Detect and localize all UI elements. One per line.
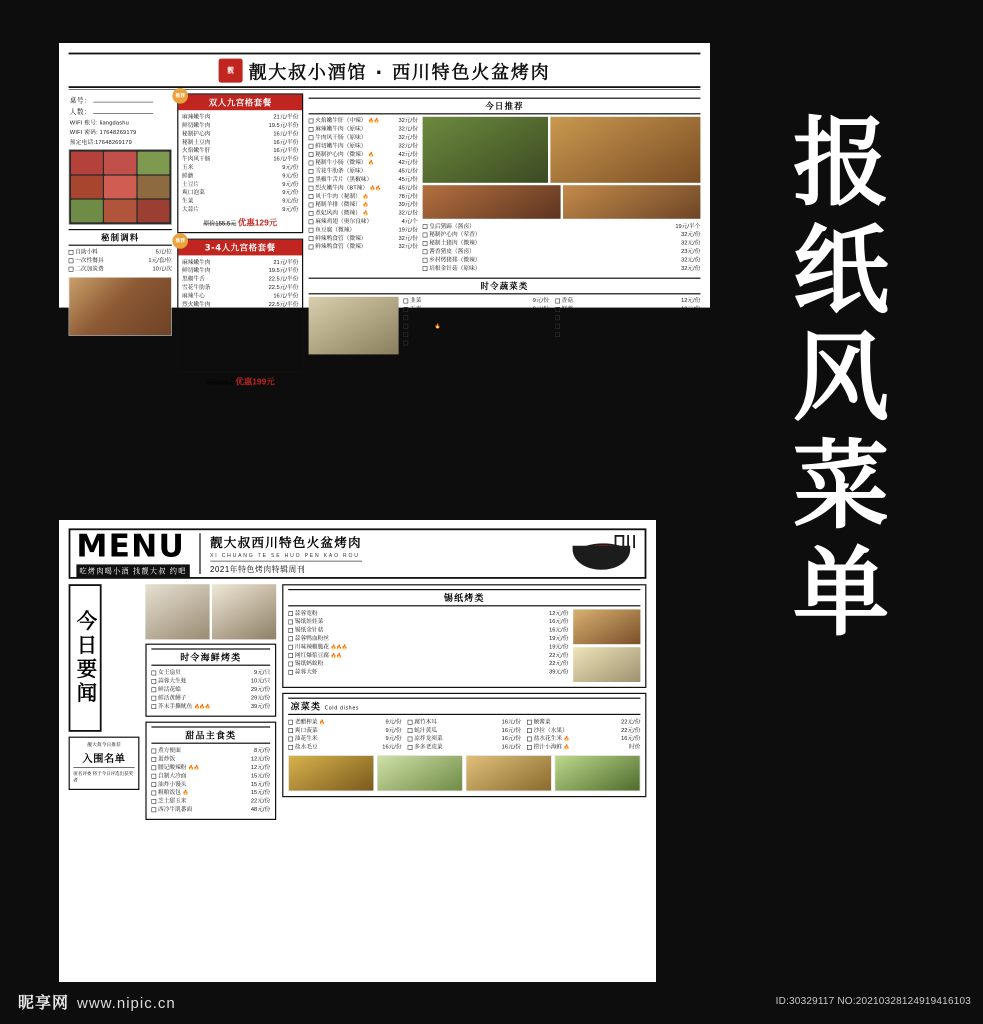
photo-nine-grid-meat bbox=[69, 149, 172, 225]
list-item[interactable]: 大蒜片 9元/份 bbox=[182, 206, 299, 213]
checkbox[interactable] bbox=[288, 720, 293, 725]
checkbox[interactable] bbox=[151, 679, 156, 684]
menu-header-text bbox=[210, 533, 362, 574]
checkbox[interactable] bbox=[151, 757, 156, 762]
reservation-phone: 预定电话:17648269179 bbox=[69, 139, 132, 146]
list-item[interactable]: 黑椒牛舌片（黑椒味） 45元/份 bbox=[309, 176, 418, 184]
checkbox[interactable] bbox=[288, 737, 293, 742]
list-item[interactable]: 鲜切嫩牛肉（原味） 32元/份 bbox=[309, 142, 418, 150]
spicy-icon: 🔥 bbox=[563, 744, 570, 750]
today-headline-title: 今日要闻 bbox=[69, 584, 102, 732]
image-meta: ID:30329117 NO:20210328124919416103 bbox=[775, 996, 971, 1007]
checkbox[interactable] bbox=[423, 258, 428, 263]
list-item[interactable]: 蒜蓉大生蚝 10元/只 bbox=[151, 677, 270, 685]
list-item[interactable]: 爽口泡菜 9元/份 bbox=[182, 189, 299, 196]
package-two-price-footer bbox=[177, 375, 303, 387]
list-item[interactable]: 秘制护心肉（荤香） 32元/份 bbox=[423, 231, 701, 239]
list-item[interactable]: 老醋榨菜 🔥 9元/份 bbox=[288, 718, 401, 726]
checkbox[interactable] bbox=[403, 341, 408, 346]
checkbox[interactable] bbox=[151, 765, 156, 770]
checkbox[interactable] bbox=[309, 245, 314, 250]
grill-icon bbox=[567, 535, 639, 572]
checkbox[interactable] bbox=[151, 799, 156, 804]
checkbox[interactable] bbox=[288, 662, 293, 667]
recommend-badge: 推荐 bbox=[172, 233, 188, 249]
list-item[interactable]: 鲜活花蛤 29元/份 bbox=[151, 686, 270, 694]
dessert-list bbox=[151, 747, 270, 814]
news-box bbox=[69, 737, 140, 790]
side-title-char: 报 bbox=[793, 107, 891, 219]
list-item[interactable]: 杏鲍菇 12元/份 bbox=[555, 314, 701, 322]
photo-scallop-1 bbox=[145, 584, 209, 639]
list-item[interactable]: 红薯土豆拼盘 12元/份 bbox=[403, 330, 549, 338]
list-item[interactable]: 菌菇拼盘 22元/份 bbox=[555, 330, 701, 338]
people-field[interactable] bbox=[70, 107, 172, 117]
list-item[interactable]: 西葫芦 9元/份 bbox=[403, 314, 549, 322]
checkbox[interactable] bbox=[408, 720, 413, 725]
checkbox[interactable] bbox=[309, 119, 314, 124]
checkbox[interactable] bbox=[288, 653, 293, 658]
list-item[interactable]: 酱香猪皮（酱卤） 23元/份 bbox=[423, 248, 701, 256]
column-info bbox=[69, 93, 172, 335]
list-item[interactable]: 芥末手撕鱿鱼 🔥🔥🔥 39元/份 bbox=[151, 702, 270, 710]
list-item[interactable]: 秘制护心肉（微辣） 🔥 42元/份 bbox=[309, 150, 418, 158]
list-item[interactable]: 爽口菠菜 9元/份 bbox=[288, 726, 401, 734]
list-item[interactable]: 腐竹木耳 16元/份 bbox=[408, 718, 521, 726]
photo-scallop-2 bbox=[212, 584, 276, 639]
watermark-name: 昵享网 bbox=[18, 995, 70, 1012]
brand-pinyin: XI CHUANG TE SE HUO PEN KAO ROU bbox=[210, 552, 360, 559]
package-item-list bbox=[182, 258, 298, 367]
checkbox[interactable] bbox=[288, 645, 293, 650]
checkbox[interactable] bbox=[423, 224, 428, 229]
photo-foil-dish-1 bbox=[573, 609, 640, 644]
list-item[interactable]: 川味辣椒脆花 🔥🔥🔥 19元/份 bbox=[288, 643, 568, 651]
checkbox[interactable] bbox=[288, 611, 293, 616]
list-item[interactable]: 一次性餐具 1元/套/位 bbox=[69, 257, 172, 265]
list-item[interactable]: 鲜辣鸭食管（微辣） 32元/份 bbox=[309, 243, 418, 251]
list-item[interactable]: 捞汁小海鲜 🔥 时价 bbox=[527, 743, 640, 751]
list-item[interactable]: 二次加炭费 10元/次 bbox=[69, 265, 172, 273]
list-item[interactable]: 火焰嫩牛干 16元/半份 bbox=[182, 326, 299, 333]
section-sauce-title: 秘制调料 bbox=[69, 229, 172, 246]
checkbox[interactable] bbox=[69, 258, 74, 263]
section-recommend-title: 今日推荐 bbox=[309, 98, 701, 115]
list-item[interactable]: 秘制护心肉 16元/半份 bbox=[182, 130, 299, 138]
list-item[interactable]: 皇后猪蹄（酱卤） 19元/半个 bbox=[423, 222, 701, 230]
checkbox[interactable] bbox=[423, 266, 428, 271]
checkbox[interactable] bbox=[309, 177, 314, 182]
checkbox[interactable] bbox=[151, 807, 156, 812]
recommend-list-right bbox=[423, 222, 701, 272]
checkbox[interactable] bbox=[527, 728, 532, 733]
list-item[interactable]: 蚝汁黄瓜 16元/份 bbox=[408, 726, 521, 734]
list-item[interactable]: 秘制土猪肉 16元/半份 bbox=[182, 309, 299, 316]
section-cold bbox=[282, 693, 646, 797]
spicy-icon: 🔥🔥 bbox=[368, 118, 380, 124]
checkbox[interactable] bbox=[309, 144, 314, 149]
checkbox[interactable] bbox=[527, 737, 532, 742]
list-item[interactable]: 麻辣鸡翅（奥尔良味） 4元/个 bbox=[309, 218, 418, 226]
table-no-blank bbox=[93, 102, 153, 103]
section-foil bbox=[282, 584, 646, 688]
poster-side-title bbox=[742, 107, 942, 650]
photo-meat-slices bbox=[550, 117, 700, 183]
photo-grill-basket bbox=[563, 185, 701, 219]
checkbox[interactable] bbox=[403, 307, 408, 312]
section-cold-title-cn: 凉菜类 bbox=[290, 701, 322, 712]
section-cold-title-en: Cold dishes bbox=[324, 705, 359, 711]
checkbox[interactable] bbox=[309, 161, 314, 166]
column-recommend bbox=[309, 93, 701, 354]
checkbox[interactable] bbox=[309, 203, 314, 208]
checkbox[interactable] bbox=[309, 135, 314, 140]
restaurant-header bbox=[69, 53, 701, 88]
list-item[interactable]: 自助小料 5元/位 bbox=[69, 248, 172, 256]
photo-row-seafood bbox=[145, 584, 276, 639]
list-item[interactable]: 西冷牛肌番面 48元/份 bbox=[151, 806, 270, 814]
watermark-url: www.nipic.cn bbox=[77, 995, 176, 1012]
section-dessert-title: 甜品主食类 bbox=[151, 726, 270, 743]
spicy-icon: 🔥🔥 bbox=[188, 764, 200, 771]
section-seafood-title: 时令海鲜烤类 bbox=[151, 648, 270, 665]
column-foil-cold bbox=[282, 584, 646, 797]
checkbox[interactable] bbox=[309, 219, 314, 224]
list-item[interactable]: 玉米 9元/份 bbox=[182, 164, 299, 171]
checkbox[interactable] bbox=[555, 315, 560, 320]
list-item[interactable]: 自制大冷面 15元/份 bbox=[151, 772, 270, 780]
list-item[interactable]: 韭菜 9元/份 bbox=[403, 297, 549, 305]
menu-wordmark bbox=[76, 528, 189, 577]
checkbox[interactable] bbox=[288, 745, 293, 750]
spicy-icon: 🔥 bbox=[368, 160, 374, 166]
list-item[interactable]: 乡村烤猪排（微辣） 32元/份 bbox=[423, 256, 701, 264]
photo-grilled-meat bbox=[69, 277, 172, 336]
checkbox[interactable] bbox=[403, 324, 408, 329]
checkbox[interactable] bbox=[309, 211, 314, 216]
list-item[interactable]: 多多老虎菜 16元/份 bbox=[408, 743, 521, 751]
checkbox[interactable] bbox=[69, 250, 74, 255]
brand-name: 靓大叔西川特色火盆烤肉 bbox=[210, 535, 362, 550]
restaurant-title: 靓大叔小酒馆 · 西川特色火盆烤肉 bbox=[248, 62, 551, 84]
list-item[interactable]: 菌菇拼盘 12元/份 bbox=[182, 343, 299, 350]
discount-price: 优惠129元 bbox=[237, 217, 278, 228]
checkbox[interactable] bbox=[151, 774, 156, 779]
people-label: 人数： bbox=[69, 108, 92, 116]
side-title-char: 单 bbox=[793, 537, 891, 650]
news-subtitle: 靓大叔今日推荐 bbox=[87, 742, 121, 748]
list-item[interactable]: 蒜蓉宽粉 12元/份 bbox=[288, 609, 568, 617]
menu-header bbox=[69, 528, 647, 578]
wifi-name: WIFI 账号: liangdashu bbox=[69, 119, 129, 127]
checkbox[interactable] bbox=[288, 620, 293, 625]
list-item[interactable]: 颐酱菜 22元/份 bbox=[527, 718, 640, 726]
checkbox[interactable] bbox=[403, 315, 408, 320]
header-divider bbox=[199, 533, 200, 574]
list-item[interactable]: 麻辣牛心 16元/半份 bbox=[182, 292, 299, 300]
photo-cold-3 bbox=[466, 755, 552, 791]
seafood-list bbox=[151, 669, 270, 711]
checkbox[interactable] bbox=[423, 233, 428, 238]
news-title: 入围名单 bbox=[82, 752, 126, 765]
list-item[interactable]: 粗粮饭包 🔥 15元/份 bbox=[151, 789, 270, 797]
checkbox[interactable] bbox=[309, 127, 314, 132]
spicy-icon: 🔥🔥🔥 bbox=[330, 644, 347, 650]
list-item[interactable]: 雪花牛肋条 22.5元/半份 bbox=[182, 284, 299, 291]
list-item[interactable]: 鲜活黄鳝子 29元/份 bbox=[151, 694, 270, 702]
spicy-icon: 🔥🔥 bbox=[369, 185, 381, 191]
checkbox[interactable] bbox=[309, 236, 314, 241]
recommend-badge: 推荐 bbox=[172, 88, 188, 104]
list-item[interactable]: 玉米 9元/份 bbox=[403, 305, 549, 313]
list-item[interactable]: 鲜蘑 12元/份 bbox=[555, 305, 701, 313]
sauce-list bbox=[69, 248, 172, 273]
list-item[interactable]: 香菇 12元/份 bbox=[555, 297, 701, 305]
list-item[interactable]: 黑椒牛舌 22.5元/半份 bbox=[182, 275, 299, 283]
photo-skewer bbox=[423, 185, 561, 219]
spicy-icon: 🔥🔥 bbox=[330, 652, 342, 658]
list-item[interactable]: 蒜蓉鸭血粉丝 19元/份 bbox=[288, 635, 568, 643]
spicy-icon: 🔥 bbox=[182, 790, 188, 796]
list-item[interactable]: 沙拉（水果） 22元/份 bbox=[527, 726, 640, 734]
table-no-label: 桌号： bbox=[69, 97, 92, 105]
list-item[interactable]: 火焰嫩牛肝 16元/半份 bbox=[182, 147, 299, 154]
side-title-char: 菜 bbox=[793, 429, 891, 542]
checkbox[interactable] bbox=[527, 720, 532, 725]
wifi-password: WIFI 密码: 17648269179 bbox=[69, 129, 137, 136]
list-item[interactable]: 盐水花生米 🔥 16元/份 bbox=[527, 735, 640, 743]
foil-list bbox=[288, 609, 568, 682]
menu-slogan: 吃烤肉喝小酒 找靓大叔 约吧 bbox=[76, 564, 189, 577]
checkbox[interactable] bbox=[309, 228, 314, 233]
section-dessert bbox=[145, 722, 276, 820]
list-item[interactable]: 雪花牛肋条（原味） 45元/份 bbox=[309, 167, 418, 175]
cold-list-left bbox=[288, 718, 401, 752]
section-foil-title: 锡纸烤类 bbox=[288, 589, 640, 606]
checkbox[interactable] bbox=[288, 636, 293, 641]
list-item[interactable]: 油花生米 9元/份 bbox=[288, 735, 401, 743]
spicy-icon: 🔥 bbox=[563, 736, 570, 742]
checkbox[interactable] bbox=[309, 186, 314, 191]
menu-sheet-front bbox=[59, 43, 710, 387]
list-item[interactable]: 凉拌龙须菜 16元/份 bbox=[408, 735, 521, 743]
spicy-icon: 🔥 bbox=[362, 193, 368, 199]
photo-col-foil bbox=[573, 609, 640, 682]
menu-title: MENU bbox=[76, 528, 186, 565]
checkbox[interactable] bbox=[288, 728, 293, 733]
watermark-brand bbox=[18, 990, 176, 1013]
list-item[interactable]: 爽口泡菜 9元/份 bbox=[182, 334, 299, 342]
package-two-person bbox=[177, 93, 303, 233]
column-packages bbox=[177, 93, 303, 387]
package-item-list bbox=[182, 113, 298, 214]
menu-sheet-back bbox=[59, 520, 656, 982]
list-item[interactable]: 苏子叶 15元/份 bbox=[555, 322, 701, 330]
section-veg-title: 时令蔬菜类 bbox=[309, 278, 701, 295]
original-price: 原价215元 bbox=[205, 379, 234, 387]
package-four-person bbox=[177, 239, 303, 373]
photo-veg-plate bbox=[423, 117, 548, 183]
spicy-icon: 🔥 bbox=[362, 210, 368, 216]
photo-cold-1 bbox=[288, 755, 374, 791]
checkbox[interactable] bbox=[288, 628, 293, 633]
people-blank bbox=[93, 113, 153, 114]
checkbox[interactable] bbox=[423, 249, 428, 254]
spicy-icon: 🔥🔥🔥 bbox=[194, 703, 211, 709]
list-item[interactable]: 煮妃风肉（微辣） 🔥 32元/份 bbox=[309, 209, 418, 217]
list-item[interactable]: 牛肉风干肠 16元/半份 bbox=[182, 155, 299, 163]
discount-price: 优惠199元 bbox=[235, 376, 275, 387]
veg-list-left bbox=[403, 297, 549, 347]
checkbox[interactable] bbox=[408, 737, 413, 742]
photo-cold-2 bbox=[377, 755, 463, 791]
spicy-icon: 🔥 bbox=[368, 151, 374, 157]
list-item[interactable]: 锡纸蚂蚁粉 22元/份 bbox=[288, 660, 568, 668]
checkbox[interactable] bbox=[408, 728, 413, 733]
spicy-icon: 🔥 bbox=[362, 202, 368, 208]
checkbox[interactable] bbox=[69, 267, 74, 272]
news-note: 匿名评委 将于今日评选出获奖者 bbox=[73, 770, 134, 784]
veg-list-right bbox=[555, 297, 701, 347]
list-item[interactable]: 网红爆浆豆腐 🔥🔥 22元/份 bbox=[288, 651, 568, 659]
checkbox[interactable] bbox=[151, 687, 156, 692]
list-item[interactable]: 鲜蘑 9元/份 bbox=[182, 172, 299, 180]
checkbox[interactable] bbox=[403, 299, 408, 304]
list-item[interactable]: 生菜 9元/份 bbox=[182, 197, 299, 205]
section-cold-title bbox=[288, 698, 640, 715]
list-item[interactable]: 鱼豆腐（微辣） 19元/份 bbox=[309, 226, 418, 234]
list-item[interactable]: 蒜蓉大虾 39元/份 bbox=[288, 668, 568, 676]
spicy-icon: 🔥 bbox=[319, 719, 325, 725]
list-item[interactable]: 盐水毛豆 16元/份 bbox=[288, 743, 401, 751]
list-item[interactable]: 锡纸娃娃菜 16元/份 bbox=[288, 618, 568, 626]
checkbox[interactable] bbox=[423, 241, 428, 246]
list-item[interactable]: 生菜 12元/份 bbox=[403, 339, 549, 347]
list-item[interactable]: 火焰嫩牛肝（中辣） 🔥🔥 32元/份 bbox=[309, 117, 418, 125]
checkbox[interactable] bbox=[309, 194, 314, 199]
list-item[interactable]: 牛肉风干肠（原味） 32元/份 bbox=[309, 134, 418, 142]
list-item[interactable]: 秘制土猪肉（微辣） 32元/份 bbox=[423, 239, 701, 247]
list-item[interactable]: 煮方便面 8元/份 bbox=[151, 747, 270, 755]
checkbox[interactable] bbox=[403, 332, 408, 337]
list-item[interactable]: 油炸小馒头 15元/份 bbox=[151, 780, 270, 788]
package-price bbox=[182, 216, 298, 228]
logo-seal: 靓 bbox=[219, 59, 243, 83]
list-item[interactable]: 大蒜片 12元/份 bbox=[182, 359, 299, 367]
list-item[interactable]: 秘制牛小肠（微辣） 🔥 42元/份 bbox=[309, 159, 418, 167]
recommend-list bbox=[309, 117, 418, 251]
checkbox[interactable] bbox=[151, 782, 156, 787]
list-item[interactable]: 秘制羊排（微辣） 🔥 39元/份 bbox=[309, 201, 418, 209]
checkbox[interactable] bbox=[151, 791, 156, 796]
checkbox[interactable] bbox=[555, 299, 560, 304]
list-item[interactable]: 土豆片 9元/份 bbox=[182, 181, 299, 188]
list-item[interactable]: 秘制土豆肉 16元/半份 bbox=[182, 139, 299, 146]
list-item[interactable]: 培根金针菇（原味） 32元/份 bbox=[423, 264, 701, 272]
list-item[interactable]: 麻辣嫩牛肉（原味） 32元/份 bbox=[309, 125, 418, 133]
checkbox[interactable] bbox=[151, 671, 156, 676]
list-item[interactable]: 腰记酸辣粉 🔥🔥 12元/份 bbox=[151, 764, 270, 772]
checkbox[interactable] bbox=[151, 696, 156, 701]
list-item[interactable]: 芝士甜玉米 22元/份 bbox=[151, 797, 270, 805]
list-item[interactable]: 风干牛肉（秘制） 🔥 78元/份 bbox=[309, 192, 418, 200]
photo-cold-4 bbox=[555, 755, 641, 791]
checkbox[interactable] bbox=[151, 704, 156, 709]
checkbox[interactable] bbox=[309, 169, 314, 174]
section-seafood bbox=[145, 644, 276, 717]
list-item[interactable]: 牛肉风干肠 16元/半份 bbox=[182, 317, 299, 325]
checkbox[interactable] bbox=[555, 324, 560, 329]
photo-row-recommend-2 bbox=[423, 185, 701, 219]
checkbox[interactable] bbox=[527, 745, 532, 750]
checkbox[interactable] bbox=[555, 332, 560, 337]
checkbox[interactable] bbox=[288, 670, 293, 675]
checkbox[interactable] bbox=[408, 745, 413, 750]
column-seafood-dessert bbox=[145, 584, 276, 820]
list-item[interactable]: 麻辣嫩牛肉 21元/半份 bbox=[182, 259, 299, 266]
checkbox[interactable] bbox=[151, 749, 156, 754]
package-title: 双人九宫格套餐 bbox=[178, 95, 302, 111]
spicy-icon: 🔥 bbox=[434, 323, 440, 329]
side-title-char: 纸 bbox=[793, 214, 891, 327]
column-news bbox=[69, 584, 140, 790]
cold-list-mid bbox=[408, 718, 521, 752]
table-no-field[interactable] bbox=[70, 95, 172, 105]
list-item[interactable]: 秘制酸菜 🔥 10元/份 bbox=[403, 322, 549, 330]
original-price: 原价155.5元 bbox=[203, 220, 237, 228]
package-title: 3-4人九宫格套餐 bbox=[178, 240, 302, 256]
list-item[interactable]: 鲜辣鸭食管（微辣） 32元/份 bbox=[309, 234, 418, 242]
cold-list-right bbox=[527, 718, 640, 752]
list-item[interactable]: 女王扇贝 9元/只 bbox=[151, 669, 270, 677]
list-item[interactable]: 烈火嫩牛肉（BT辣） 🔥🔥 45元/份 bbox=[309, 184, 418, 192]
list-item[interactable]: 蛋炒饭 12元/份 bbox=[151, 755, 270, 763]
list-item[interactable]: 生菜 9元/份 bbox=[182, 351, 299, 358]
list-item[interactable]: 鲜切嫩牛肉 19.5元/半份 bbox=[182, 122, 299, 129]
list-item[interactable]: 麻辣嫩牛肉 21元/半份 bbox=[182, 113, 299, 121]
photo-foil-dish-2 bbox=[573, 647, 640, 682]
side-title-char: 风 bbox=[793, 322, 891, 435]
checkbox[interactable] bbox=[555, 307, 560, 312]
photo-row-recommend bbox=[423, 117, 701, 183]
photo-vegetables bbox=[309, 297, 399, 355]
list-item[interactable]: 烈火嫩牛肉 22.5元/半份 bbox=[182, 301, 299, 308]
issue-line: 2021年特色烤肉特辑周刊 bbox=[210, 561, 362, 575]
photo-row-cold bbox=[288, 755, 640, 791]
header-divider bbox=[69, 89, 701, 90]
list-item[interactable]: 锡纸金针菇 16元/份 bbox=[288, 626, 568, 634]
list-item[interactable]: 鲜切嫩牛肉 19.5元/半份 bbox=[182, 267, 299, 274]
checkbox[interactable] bbox=[309, 152, 314, 157]
